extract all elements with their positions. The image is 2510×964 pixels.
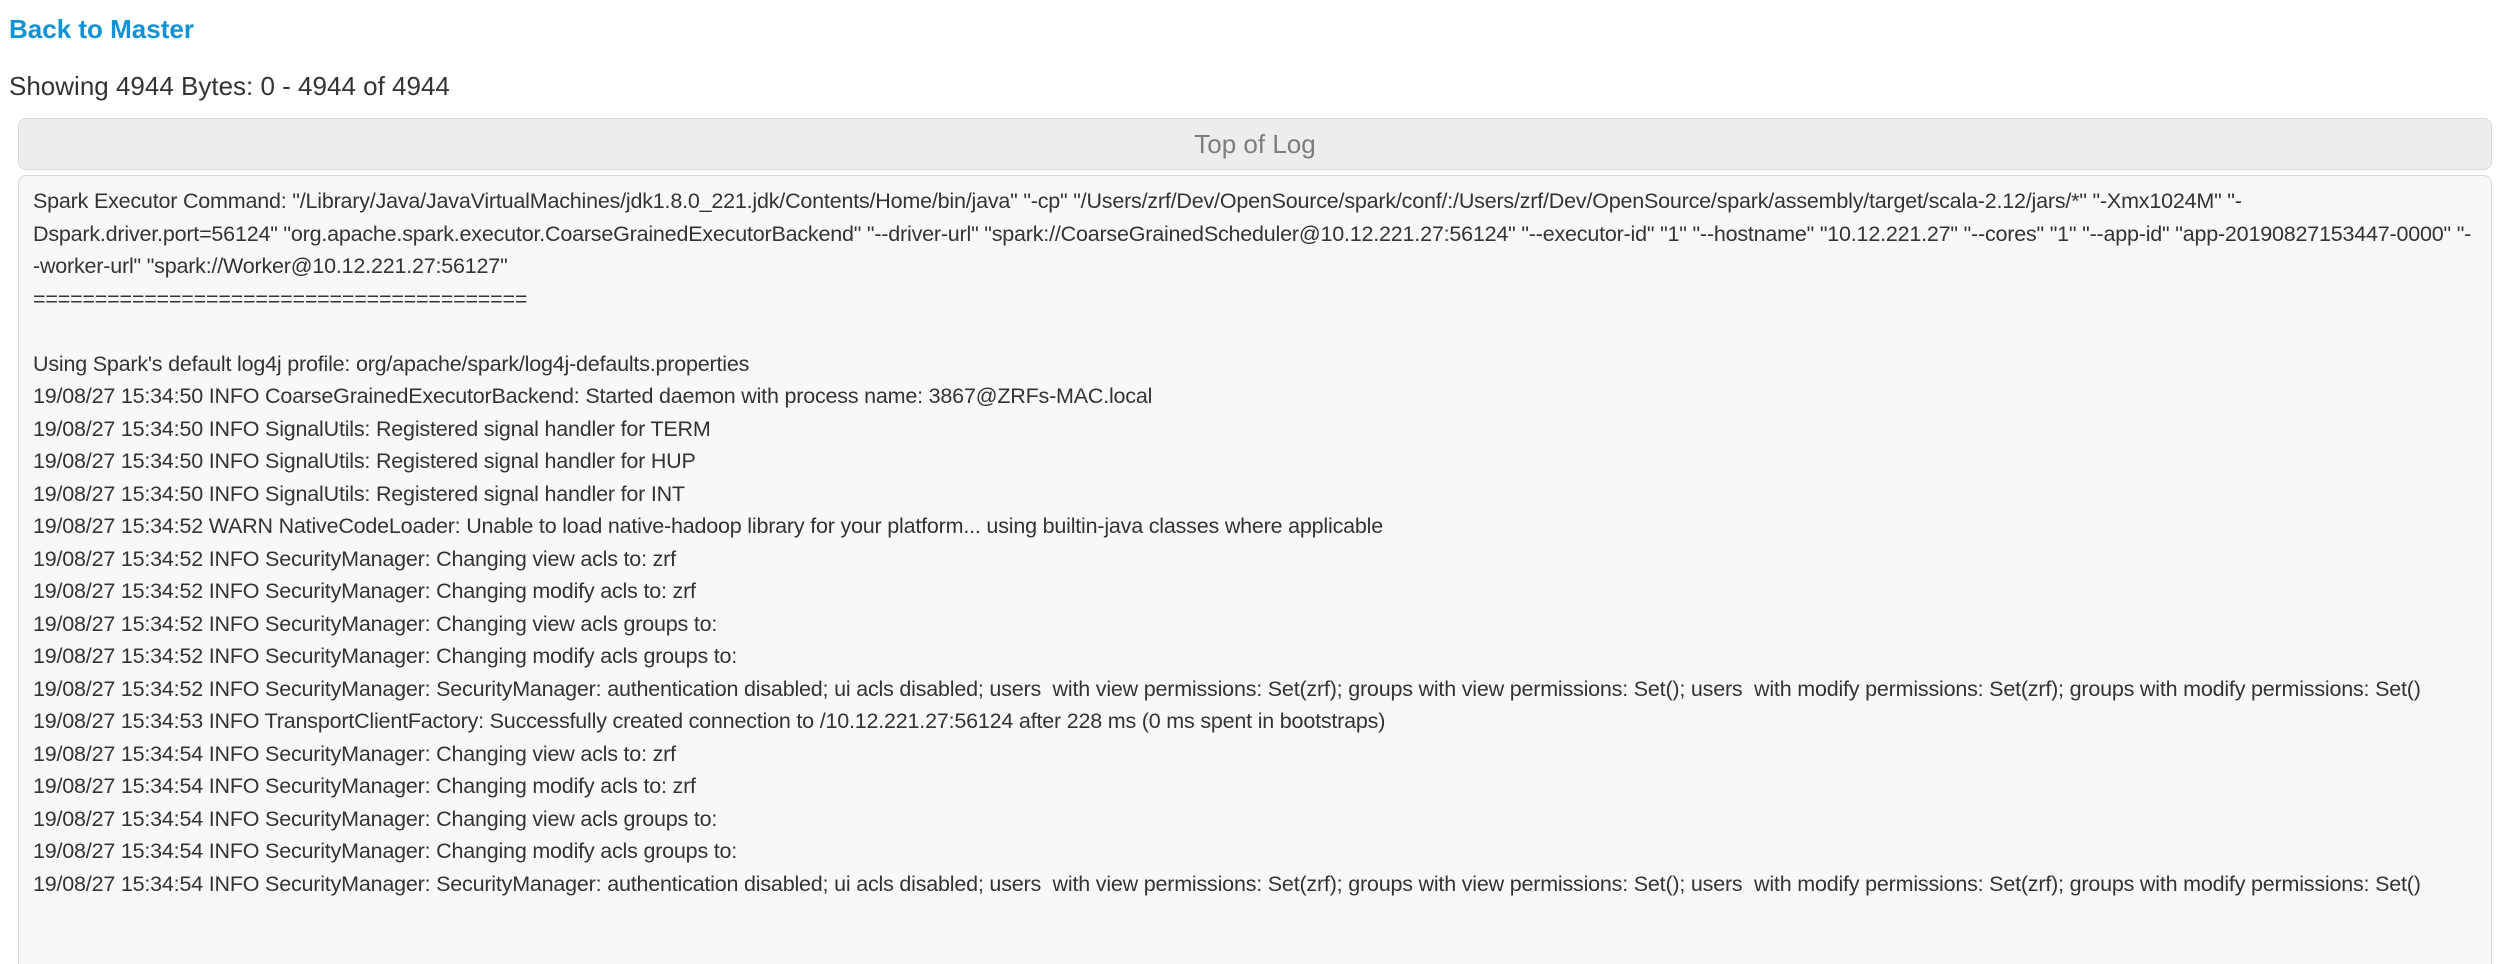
top-of-log-button[interactable]: Top of Log <box>18 118 2492 170</box>
log-content-box <box>18 175 2492 964</box>
byte-range-status: Showing 4944 Bytes: 0 - 4944 of 4944 <box>9 71 450 101</box>
back-to-master-link[interactable]: Back to Master <box>9 14 194 44</box>
log-text: Spark Executor Command: "/Library/Java/JavaVirtualMachines/jdk1.8.0_221.jdk/Contents/Home/bin/java" "-cp" "/Users/zrf/Dev/OpenSource/spark/conf/:/Users/zrf/Dev/OpenSource/spark/assembly/target/scala-2.12/jars/*" "-Xmx1024M" "-Dspark.driver.port=56124" "org.apache.spark.executor.CoarseGrainedExecutorBackend" "--driver-url" "spark://CoarseGrainedScheduler@10.12.221.27:56124" "--executor-id" "1" "--hostname" "10.12.221.27" "--cores" "1" "--app-id" "app-20190827153447-0000" "--worker-url" "spark://Worker@10.12.221.27:56127" ======================================== Using Spark's default log4j profile: org/apache/spark/log4j-defaults.properties 19/08/27 15:34:50 INFO CoarseGrainedExecutorBackend: Started daemon with process name: 3867@ZRFs-MAC.local 19/08/27 15:34:50 INFO SignalUtils: Registered signal handler for TERM 19/08/27 15:34:50 INFO SignalUtils: Registered signal handler for HUP 19/08/27 15:34:50 INFO SignalUtils: Registered signal handler for INT 19/08/27 15:34:52 WARN NativeCodeLoader: Unable to load native-hadoop library for your platform... using builtin-java classes where applicable 19/08/27 15:34:52 INFO SecurityManager: Changing view acls to: zrf 19/08/27 15:34:52 INFO SecurityManager: Changing modify acls to: zrf 19/08/27 15:34:52 INFO SecurityManager: Changing view acls groups to: 19/08/27 15:34:52 INFO SecurityManager: Changing modify acls groups to: 19/08/27 15:34:52 INFO SecurityManager: SecurityManager: authentication disabled; ui acls disabled; users with view permissions: Set(zrf); groups with view permissions: Set(); users with modify permissions: Set(zrf); groups with modify permissions: Set() 19/08/27 15:34:53 INFO TransportClientFactory: Successfully created connection to /10.12.221.27:56124 after 228 ms (0 ms spent in bootstraps) 19/08/27 15:34:54 INFO SecurityManager: Changing view acls to: zrf 19/08/27 15:34:54 INFO SecurityManager: Changing modify acls to: zrf 19/08/27 15:34:54 INFO SecurityManager: Changing view acls groups to: 19/08/27 15:34:54 INFO SecurityManager: Changing modify acls groups to: 19/08/27 15:34:54 INFO SecurityManager: SecurityManager: authentication disabled; ui acls disabled; users with view permissions: Set(zrf); groups with view permissions: Set(); users with modify permissions: Set(zrf); groups with modify permissions: Set() <box>33 189 2472 896</box>
